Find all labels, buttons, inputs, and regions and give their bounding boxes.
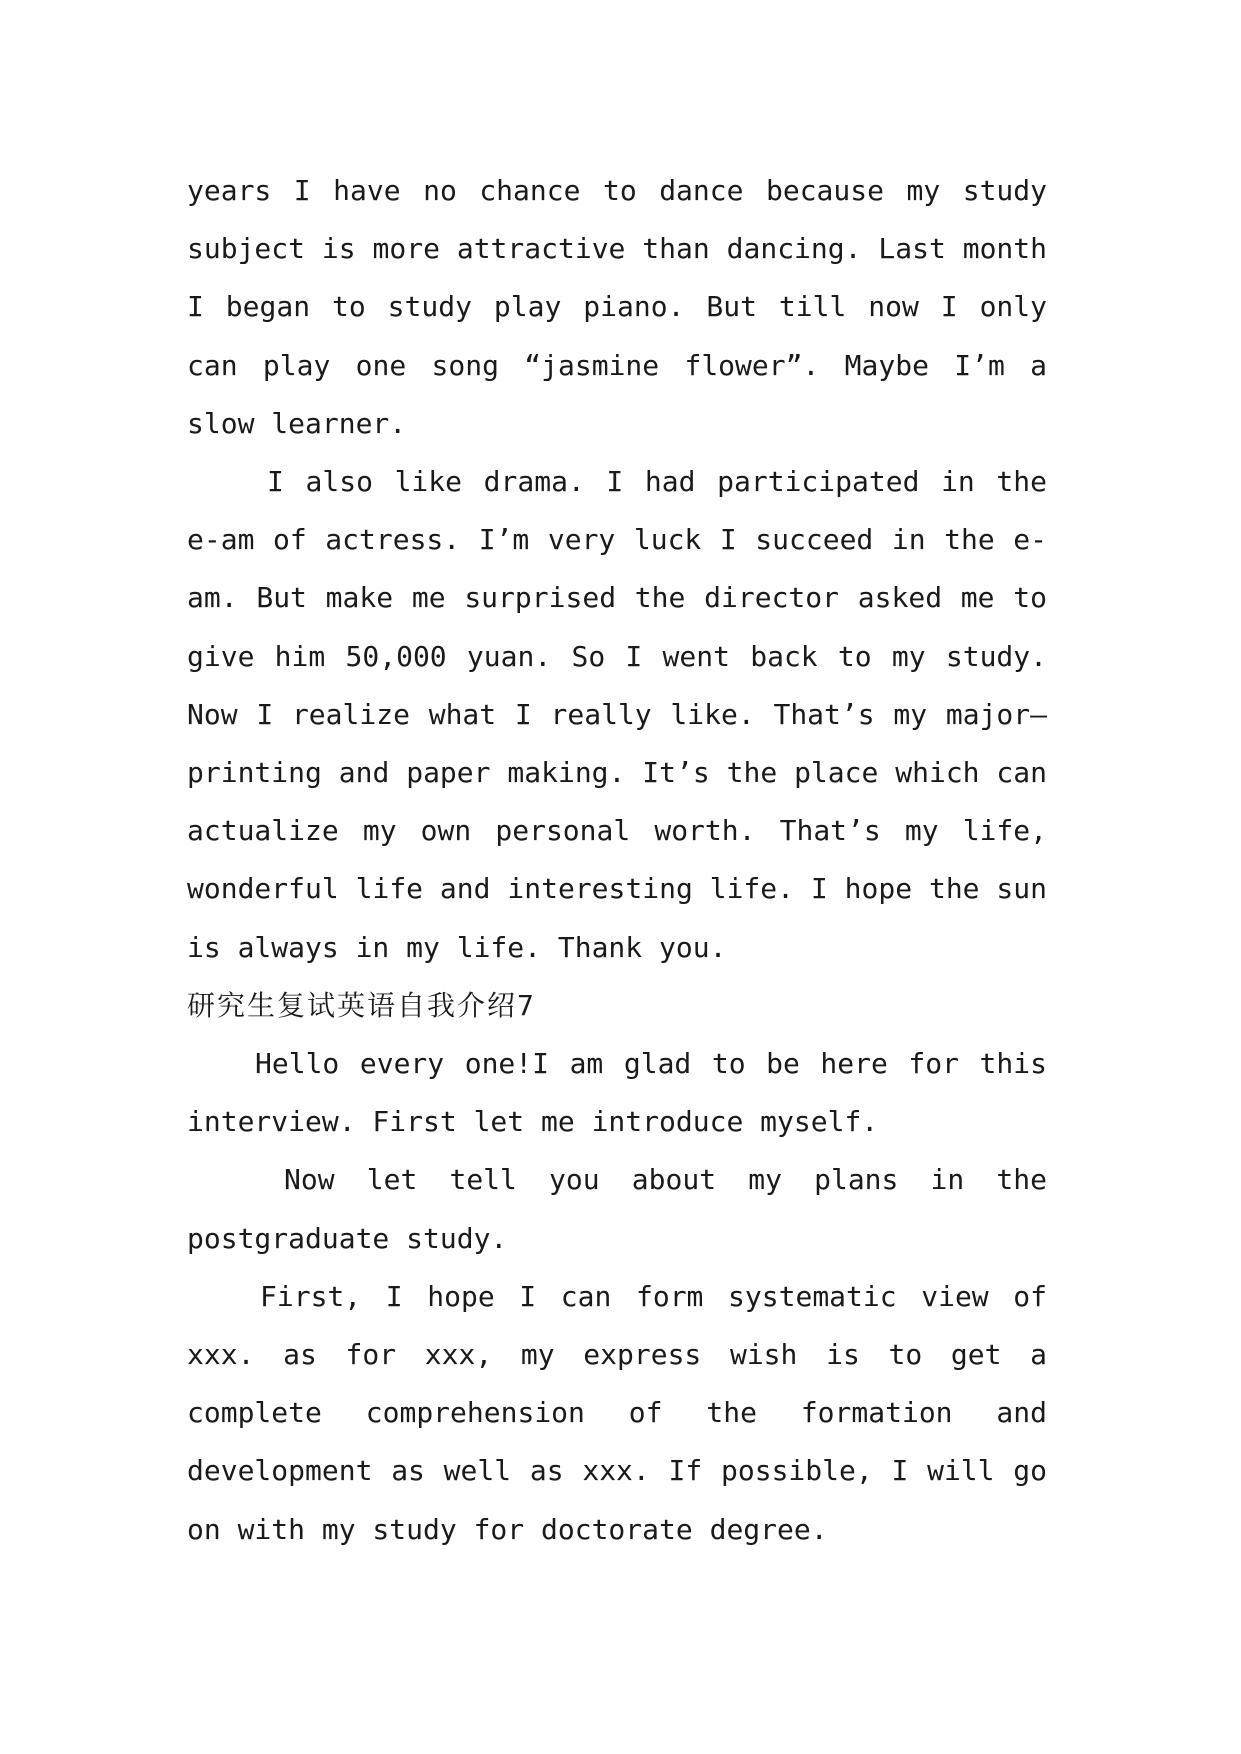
paragraph-greeting: Hello every one!I am glad to be here for this interview. First let me introduce myself. — [187, 1047, 1047, 1139]
paragraph-continuation: years I have no chance to dance because my study subject is more attractive than dancing. Last month I began to study play piano. But till now I only can play one song “jasmine flower”. Maybe I’m a slow learner. — [187, 174, 1047, 440]
paragraph-first-plan: First, I hope I can form systematic view of xxx. as for xxx, my express wish is to get a complete comprehension of the formation and development as well as xxx. If possible, I will go on with my study for doctorate degree. — [187, 1279, 1047, 1546]
paragraph-drama: I also like drama. I had participated in the e-am of actress. I’m very luck I succeed in the e-am. But make me surprised the director asked me to give him 50,000 yuan. So I went back to my study. Now I realize what I really like. That’s my major—printing and paper making. It’s the place which can actualize my own personal worth. That’s my life, wonderful life and interesting life. I hope the sun is always in my life. Thank you. — [187, 465, 1047, 964]
document-body — [187, 162, 1047, 1559]
paragraph-plans: Now let tell you about my plans in the postgraduate study. — [187, 1163, 1047, 1255]
section-heading: 研究生复试英语自我介绍7 — [187, 988, 536, 1022]
